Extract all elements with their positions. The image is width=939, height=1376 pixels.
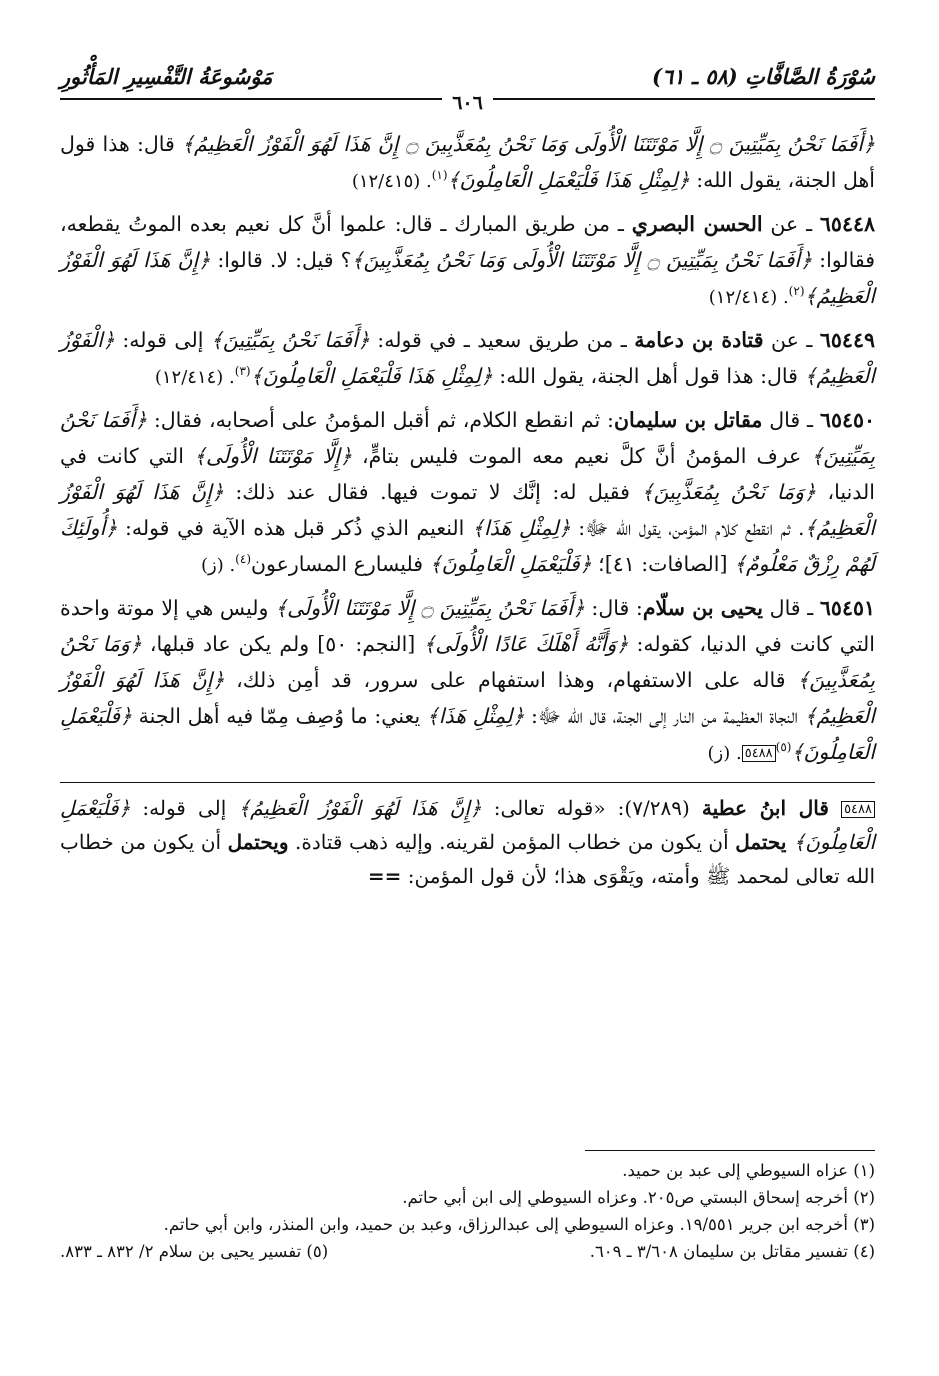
quran-quote: ﴿أَفَمَا نَحْنُ بِمَيِّتِينَ﴾ (60, 408, 875, 468)
quran-quote: ﴿وَمَا نَحْنُ بِمُعَذَّبِينَ﴾ (60, 632, 875, 692)
quran-quote: ﴿أَفَمَا نَحْنُ بِمَيِّتِينَ ۝ إِلَّا مَوْتَتَنَا الْأُولَى﴾ (275, 596, 585, 620)
narrator-name: قتادة بن دعامة (634, 328, 764, 352)
quran-quote: ﴿الْفَوْزُ الْعَظِيمُ﴾ (60, 328, 875, 388)
quran-quote: ﴿لِمِثْلِ هَذَا فَلْيَعْمَلِ الْعَامِلُونَ﴾ (250, 364, 493, 388)
quran-quote: ﴿إِلَّا مَوْتَتَنَا الْأُولَى﴾ (194, 444, 352, 468)
commentary-block (60, 791, 875, 893)
footnote-row (60, 1238, 875, 1265)
entry-text: إلى قوله: (114, 328, 211, 352)
entry-text: قاله على الاستفهام، وهذا استفهام على سرور، قد أمِن ذلك، (224, 668, 798, 692)
commentary-author: قال ابنُ عطية (701, 796, 829, 820)
footnote-5: (٥) تفسير يحيى بن سلام ٢/ ٨٣٢ ـ ٨٣٣. (60, 1242, 329, 1261)
footnote-marker: (٥) (775, 740, 792, 755)
entry-text: [النجم: ٥٠] ولم يكن عاد قبلها، (141, 632, 424, 656)
quran-quote: ﴿إِنَّ هَذَا لَهُوَ الْفَوْزُ الْعَظِيمُ﴾ (60, 480, 875, 540)
quran-quote: ﴿فَلْيَعْمَلِ الْعَامِلُونَ﴾ (60, 704, 875, 764)
surah-running-title: سُوْرَةُ الصَّافَّاتِ (٥٨ ـ ٦١) (651, 64, 875, 89)
footnote-4: (٤) تفسير مقاتل بن سليمان ٣/٦٠٨ ـ ٦٠٩. (589, 1242, 875, 1261)
entry-65450 (60, 402, 875, 584)
entry-text: التي كانت في الدنيا، (60, 444, 875, 504)
commentary-emphasis: يحتمل (735, 830, 794, 854)
entry-text: . ثم انقطع كلام المؤمن، يقول الله ﷻ: (570, 516, 805, 540)
volume-reference: . (ز) (707, 743, 742, 764)
entry-text: وليس هي إلا موتة واحدة التي كانت في الدنيا، كقوله: (60, 596, 876, 656)
entry-text: قال: هذا قول أهل الجنة، يقول الله: (492, 364, 805, 388)
entry-number: ٦٥٤٤٩ (819, 328, 875, 352)
entry-text: يعني: ما وُصِف مِمّا فيه أهل الجنة (132, 704, 427, 728)
commentary-text: إلى قوله: (130, 796, 239, 820)
commentary-text: أن يكون من خطاب المؤمن لقرينه. وإليه ذهب قتادة. (288, 830, 736, 854)
entry-text: النعيم الذي ذُكر قبل هذه الآية في قوله: (117, 516, 472, 540)
quran-quote: ﴿إِنَّ هَذَا لَهُوَ الْفَوْزُ الْعَظِيمُ﴾ (60, 668, 875, 728)
footnote-3: (٣) أخرجه ابن جرير ١٩/٥٥١. وعزاه السيوطي إلى عبدالرزاق، وعبد بن حميد، وابن المنذر، وابن أبي حاتم. (163, 1215, 875, 1234)
entry-text: ؟ قيل: لا. قالوا: (210, 248, 352, 272)
continuation-mark: == (367, 864, 402, 888)
entry-65449 (60, 322, 875, 396)
footnote-2: (٢) أخرجه إسحاق البستي ص٢٠٥. وعزاه السيوطي إلى ابن أبي حاتم. (402, 1188, 875, 1207)
quran-quote: ﴿إِنَّ هَذَا لَهُوَ الْفَوْزُ الْعَظِيمُ﴾ (60, 248, 875, 308)
entry-65448 (60, 206, 875, 316)
footnotes (60, 1150, 875, 1265)
page-header (60, 60, 875, 114)
footnote-1: (١) عزاه السيوطي إلى عبد بن حميد. (622, 1161, 875, 1180)
entry-text: ـ قال (762, 408, 820, 432)
entry-number: ٦٥٤٥١ (819, 596, 875, 620)
quran-quote: ﴿لِمِثْلِ هَذَا﴾ (471, 516, 571, 540)
footnote-rule (585, 1150, 875, 1151)
quran-quote: ﴿فَلْيَعْمَلِ الْعَامِلُونَ﴾ (429, 552, 592, 576)
quran-quote: ﴿وَأَنَّهُ أَهْلَكَ عَادًا الْأُولَى﴾ (423, 632, 629, 656)
page-body (60, 126, 875, 893)
entry-text: [الصافات: ٤١]؛ (591, 552, 734, 576)
commentary-text: أن يكون من خطاب الله تعالى لمحمد ﷺ وأمته، ويَقْوَى هذا؛ لأن قول المؤمن: (60, 830, 875, 888)
narrator-name: مقاتل بن سليمان (613, 408, 763, 432)
quran-quote: ﴿إِنَّ هَذَا لَهُوَ الْفَوْزُ الْعَظِيمُ﴾ (238, 796, 482, 820)
quran-quote: ﴿أَفَمَا نَحْنُ بِمَيِّتِينَ﴾ (210, 328, 370, 352)
entry-text: : ثم انقطع الكلام، ثم أقبل المؤمنُ على أصحابه، فقال: (147, 408, 614, 432)
entry-text: ـ عن (762, 212, 820, 236)
entry-text: : قال: (584, 596, 643, 620)
book-running-title: مَوْسُوعَةُ التَّفْسِيرِ المَأْثُورِ (60, 64, 273, 89)
quran-quote: ﴿فَلْيَعْمَلِ الْعَامِلُونَ﴾ (60, 796, 876, 854)
entry-number: ٦٥٤٤٨ (819, 212, 875, 236)
entry-text: ـ عن (763, 328, 820, 352)
commentary-box-marker: ٥٤٨٨ (841, 801, 875, 818)
document-page (60, 60, 875, 1340)
commentary-separator (60, 782, 875, 783)
commentary-text: (٧/٢٨٩): «قوله تعالى: (481, 796, 702, 820)
page-number: ٦٠٦ (442, 92, 493, 114)
commentary-box-marker: ٥٤٨٨ (742, 745, 776, 762)
entry-text: ـ قال (763, 596, 820, 620)
commentary-emphasis: ويحتمل (227, 830, 289, 854)
quran-quote: ﴿أُولَئِكَ لَهُمْ رِزْقٌ مَعْلُومٌ﴾ (60, 516, 875, 576)
entry-text: قال: هذا قول أهل الجنة، يقول الله: (60, 132, 875, 192)
entry-number: ٦٥٤٥٠ (819, 408, 875, 432)
volume-reference: . (١٢/٤١٤) (154, 367, 235, 388)
quran-quote: ﴿وَمَا نَحْنُ بِمُعَذَّبِينَ﴾ (641, 480, 816, 504)
entry-text: النجاة العظيمة من النار إلى الجنة، قال الله ﷻ: (524, 704, 805, 728)
volume-reference: . (١٢/٤١٥) (351, 171, 432, 192)
footnote-marker: (٢) (788, 284, 805, 299)
volume-reference: . (١٢/٤١٤) (708, 287, 789, 308)
entry-text: ـ من طريق سعيد ـ في قوله: (369, 328, 635, 352)
page-number-wrap (60, 92, 875, 114)
quran-quote: ﴿لِمِثْلِ هَذَا فَلْيَعْمَلِ الْعَامِلُونَ﴾ (447, 168, 690, 192)
entry-65451 (60, 590, 875, 772)
footnote-marker: (٤) (235, 552, 251, 567)
quran-quote: ﴿أَفَمَا نَحْنُ بِمَيِّتِينَ ۝ إِلَّا مَوْتَتَنَا الْأُولَى وَمَا نَحْنُ بِمُعَذَّبِينَ﴾ (351, 248, 813, 272)
footnote-marker: (١) (431, 168, 448, 183)
entry-text: فقيل له: إنَّك لا تموت فيها. فقال عند ذلك: (223, 480, 642, 504)
narrator-name: يحيى بن سلّام (642, 596, 764, 620)
entry-text: ـ من طريق المبارك ـ قال: علموا أنَّ كل نعيم بعده الموتُ يقطعه، فقالوا: (60, 212, 876, 272)
entry-intro (60, 126, 875, 200)
quran-quote: ﴿لِمِثْلِ هَذَا﴾ (426, 704, 525, 728)
volume-reference: . (ز) (200, 555, 236, 576)
entry-text: عرف المؤمنُ أنَّ كلَّ نعيم معه الموت فليس بتامٍّ، (351, 444, 812, 468)
quran-quote: ﴿أَفَمَا نَحْنُ بِمَيِّتِينَ ۝ إِلَّا مَوْتَتَنَا الْأُولَى وَمَا نَحْنُ بِمُعَذَّبِينَ ۝ إِنَّ هَذَا لَهُوَ الْفَوْزُ الْعَظِيمُ﴾ (182, 132, 876, 156)
entry-text: فليسارع المسارعون (251, 552, 430, 576)
footnote-marker: (٣) (234, 364, 251, 379)
narrator-name: الحسن البصري (631, 212, 763, 236)
